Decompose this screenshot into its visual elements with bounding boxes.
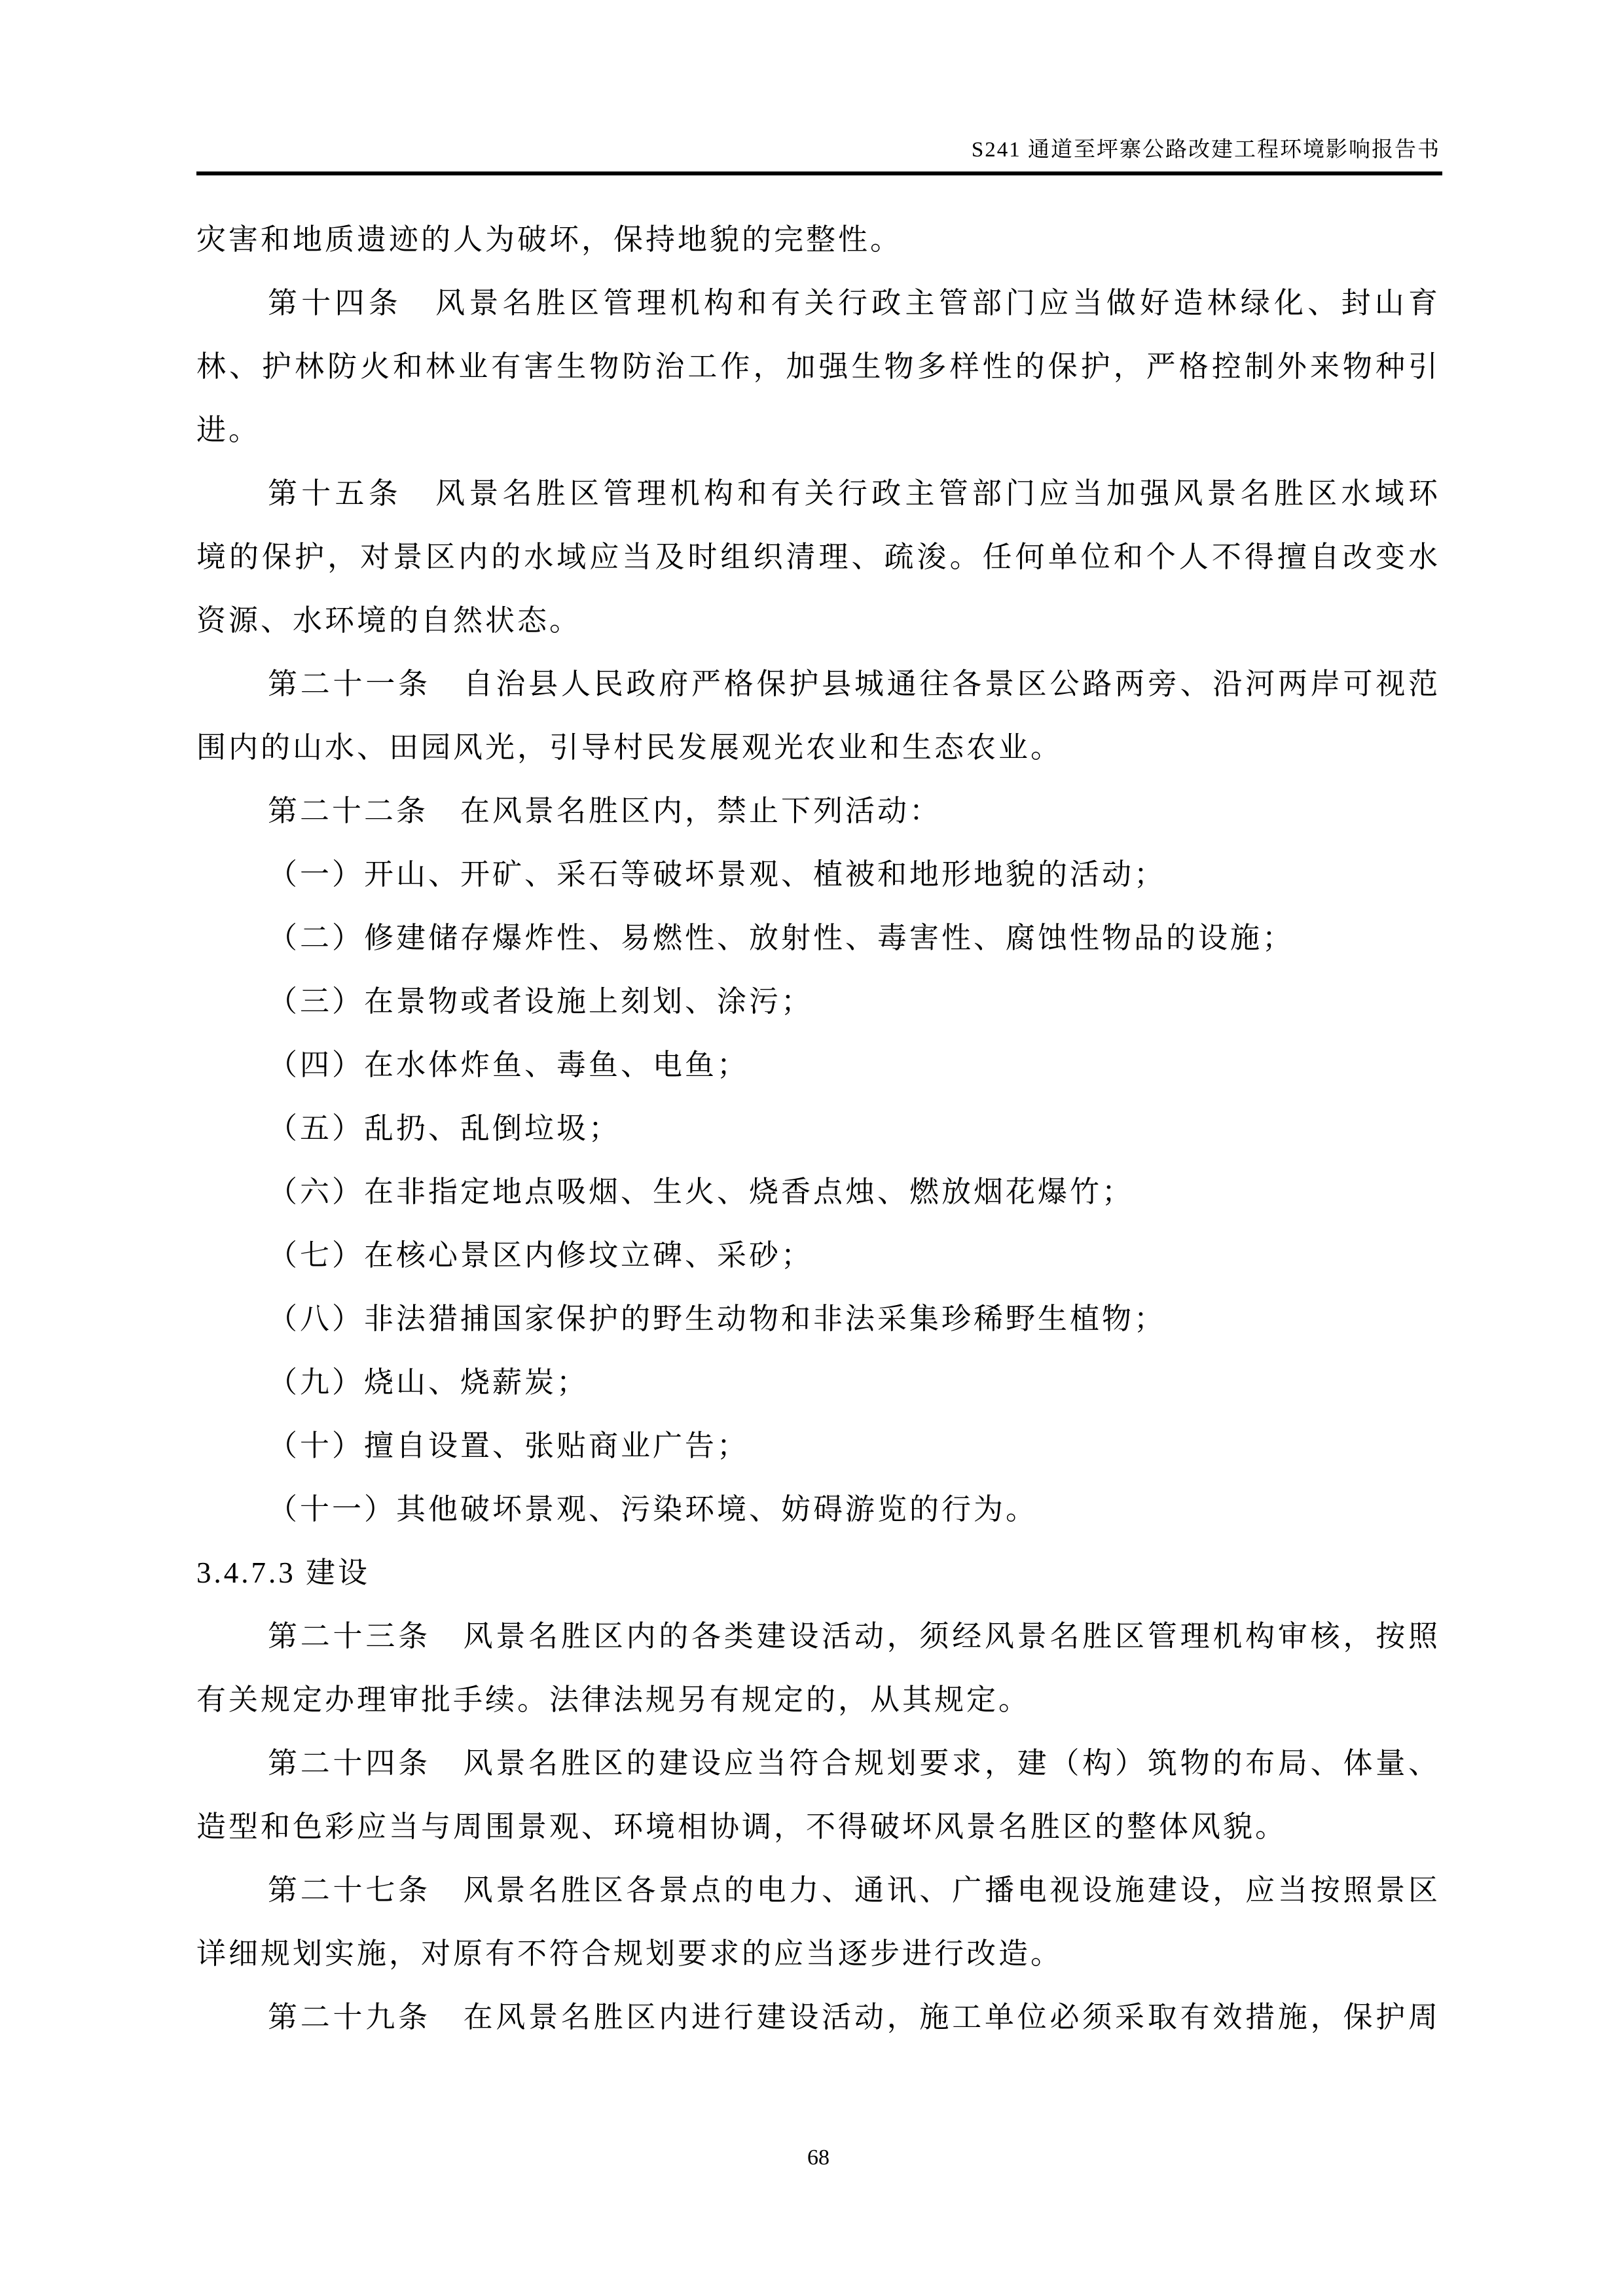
text-line: 进。	[196, 414, 261, 446]
text-line: 第二十二条 在风景名胜区内，禁止下列活动：	[268, 795, 942, 827]
document-body	[196, 208, 1440, 2049]
text-line: （七）在核心景区内修坟立碑、采砂；	[268, 1239, 814, 1272]
text-line: 第二十九条 在风景名胜区内进行建设活动，施工单位必须采取有效措施，保护周	[268, 2001, 1440, 2034]
text-line: （二）修建储存爆炸性、易燃性、放射性、毒害性、腐蚀性物品的设施；	[268, 922, 1295, 954]
text-line: （三）在景物或者设施上刻划、涂污；	[268, 985, 814, 1018]
text-line: 林、护林防火和林业有害生物防治工作，加强生物多样性的保护，严格控制外来物种引	[196, 350, 1440, 383]
text-line: 造型和色彩应当与周围景观、环境相协调，不得破坏风景名胜区的整体风貌。	[196, 1810, 1288, 1843]
text-line: （十一）其他破坏景观、污染环境、妨碍游览的行为。	[268, 1493, 1038, 1526]
header-rule	[196, 171, 1442, 175]
text-line: 详细规划实施，对原有不符合规划要求的应当逐步进行改造。	[196, 1937, 1063, 1970]
text-line: 有关规定办理审批手续。法律法规另有规定的，从其规定。	[196, 1683, 1031, 1716]
text-line: （十）擅自设置、张贴商业广告；	[268, 1429, 750, 1462]
text-line: 灾害和地质遗迹的人为破坏，保持地貌的完整性。	[196, 223, 903, 256]
section-heading: 3.4.7.3 建设	[196, 1556, 371, 1589]
text-line: 第二十一条 自治县人民政府严格保护县城通往各景区公路两旁、沿河两岸可视范	[268, 668, 1440, 700]
text-line: （八）非法猎捕国家保护的野生动物和非法采集珍稀野生植物；	[268, 1302, 1167, 1335]
text-line: 第二十四条 风景名胜区的建设应当符合规划要求，建（构）筑物的布局、体量、	[268, 1747, 1440, 1780]
text-line: 第二十三条 风景名胜区内的各类建设活动，须经风景名胜区管理机构审核，按照	[268, 1620, 1440, 1653]
text-line: （四）在水体炸鱼、毒鱼、电鱼；	[268, 1049, 750, 1081]
text-line: 第十四条 风景名胜区管理机构和有关行政主管部门应当做好造林绿化、封山育	[268, 287, 1440, 319]
text-line: （一）开山、开矿、采石等破坏景观、植被和地形地貌的活动；	[268, 858, 1167, 891]
text-line: 第二十七条 风景名胜区各景点的电力、通讯、广播电视设施建设，应当按照景区	[268, 1874, 1440, 1907]
text-line: （六）在非指定地点吸烟、生火、烧香点烛、燃放烟花爆竹；	[268, 1175, 1135, 1208]
page-header-title: S241 通道至坪寨公路改建工程环境影响报告书	[971, 138, 1440, 162]
text-line: 第十五条 风景名胜区管理机构和有关行政主管部门应当加强风景名胜区水域环	[268, 477, 1440, 510]
text-line: （五）乱扔、乱倒垃圾；	[268, 1112, 621, 1145]
text-line: 境的保护，对景区内的水域应当及时组织清理、疏浚。任何单位和个人不得擅自改变水	[196, 541, 1440, 573]
text-line: （九）烧山、烧薪炭；	[268, 1366, 589, 1399]
text-line: 资源、水环境的自然状态。	[196, 604, 582, 637]
text-line: 围内的山水、田园风光，引导村民发展观光农业和生态农业。	[196, 731, 1063, 764]
page-number: 68	[807, 2145, 830, 2170]
